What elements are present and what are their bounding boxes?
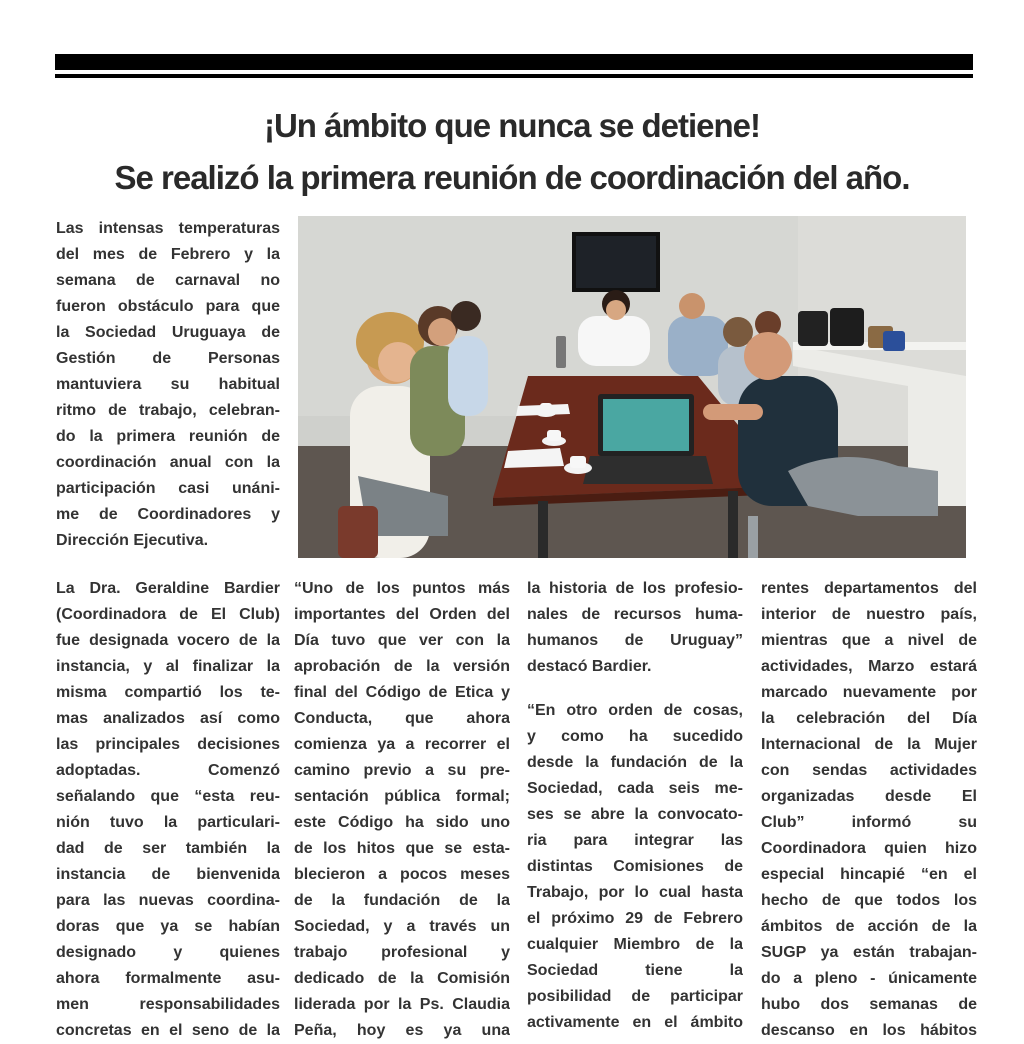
col3a-line: humanos de Uruguay” xyxy=(527,632,743,649)
intro-line: ritmo de trabajo, celebran- xyxy=(56,402,280,419)
headline xyxy=(40,100,984,204)
intro-line: del mes de Febrero y la xyxy=(56,246,280,263)
col4-line: descanso en los hábitos xyxy=(761,1022,977,1039)
col2-line: comienza ya a recorrer el xyxy=(294,736,510,753)
col4-line: mientras que a nivel de xyxy=(761,632,977,649)
intro-line: participación casi unáni- xyxy=(56,480,280,497)
col2-line: importantes del Orden del xyxy=(294,606,510,623)
col3b-line: el próximo 29 de Febrero xyxy=(527,910,743,927)
intro-line: me de Coordinadores y xyxy=(56,506,280,523)
col4-line: interior de nuestro país, xyxy=(761,606,977,623)
intro-line: Dirección Ejecutiva. xyxy=(56,532,209,549)
col3b-line: Sociedad tiene la xyxy=(527,962,743,979)
col1-line: doras que ya se habían xyxy=(56,918,280,935)
col2-line: dedicado de la Comisión xyxy=(294,970,510,987)
col3b-line: ria para integrar las xyxy=(527,832,743,849)
col1-line: las principales decisiones xyxy=(56,736,280,753)
col2-line: liderada por la Ps. Claudia xyxy=(294,996,510,1013)
intro-line: Las intensas temperaturas xyxy=(56,220,280,237)
col1-line: designado y quienes xyxy=(56,944,280,961)
col2-line: final del Código de Etica y xyxy=(294,684,510,701)
col4-line: la celebración del Día xyxy=(761,710,977,727)
col2-line: blecieron a pocos meses xyxy=(294,866,510,883)
headline-line-2: Se realizó la primera reunión de coordinación del año. xyxy=(114,159,910,196)
col3b-line: distintas Comisiones de xyxy=(527,858,743,875)
intro-line: coordinación anual con la xyxy=(56,454,280,471)
col2-line: Sociedad, y a través un xyxy=(294,918,510,935)
meeting-photo-illustration xyxy=(298,216,966,558)
col4-line: especial hincapié “en el xyxy=(761,866,977,883)
col1-line: dad de ser también la xyxy=(56,840,280,857)
col1-line: señalando que “esta reu- xyxy=(56,788,280,805)
intro-line: do la primera reunión de xyxy=(56,428,280,445)
col1-line: instancia, y al finalizar la xyxy=(56,658,280,675)
header-rule-thin xyxy=(55,74,973,78)
col1-line: para las nuevas coordina- xyxy=(56,892,280,909)
col1-line: mas analizados así como xyxy=(56,710,280,727)
col4-line: Coordinadora quien hizo xyxy=(761,840,977,857)
col4-line: marcado nuevamente por xyxy=(761,684,977,701)
column-3-paragraph-1 xyxy=(527,576,743,680)
col2-line: sentación pública formal; xyxy=(294,788,510,805)
col2-line: de la fundación de la xyxy=(294,892,510,909)
col3b-line: posibilidad de participar xyxy=(527,988,743,1005)
col1-line: concretas en el seno de la xyxy=(56,1022,280,1039)
col1-line: instancia de bienvenida xyxy=(56,866,280,883)
col1-line: men responsabilidades xyxy=(56,996,280,1013)
intro-line: mantuviera su habitual xyxy=(56,376,280,393)
col3b-line: y como ha sucedido xyxy=(527,728,743,745)
col2-line: Día tuvo que ver con la xyxy=(294,632,510,649)
col2-line: “Uno de los puntos más xyxy=(294,580,510,597)
col2-line: Conducta, que ahora xyxy=(294,710,510,727)
col4-line: organizadas desde El xyxy=(761,788,977,805)
headline-line-1: ¡Un ámbito que nunca se detiene! xyxy=(263,107,761,144)
col3b-line: desde la fundación de la xyxy=(527,754,743,771)
header-rule-thick xyxy=(55,54,973,70)
meeting-photo xyxy=(298,216,966,558)
col4-line: hecho de que todos los xyxy=(761,892,977,909)
col1-line: adoptadas. Comenzó xyxy=(56,762,280,779)
intro-line: la Sociedad Uruguaya de xyxy=(56,324,280,341)
intro-line: semana de carnaval no xyxy=(56,272,280,289)
col3b-line: ses se abre la convocato- xyxy=(527,806,743,823)
column-3 xyxy=(527,576,743,1036)
col2-line: trabajo profesional y xyxy=(294,944,510,961)
col1-line: La Dra. Geraldine Bardier xyxy=(56,580,280,597)
intro-line: Gestión de Personas xyxy=(56,350,280,367)
col3b-line: activamente en el ámbito xyxy=(527,1014,743,1031)
col3a-line: destacó Bardier. xyxy=(527,658,652,675)
col3b-line: Sociedad, cada seis me- xyxy=(527,780,743,797)
col4-line: hubo dos semanas de xyxy=(761,996,977,1013)
col3b-line: Trabajo, por lo cual hasta xyxy=(527,884,743,901)
col1-line: ahora formalmente asu- xyxy=(56,970,280,987)
col4-line: Club” informó su xyxy=(761,814,977,831)
col4-line: rentes departamentos del xyxy=(761,580,977,597)
col4-line: do a pleno - únicamente xyxy=(761,970,977,987)
col1-line: fue designada vocero de la xyxy=(56,632,280,649)
column-1 xyxy=(56,576,280,1044)
intro-line: fueron obstáculo para que xyxy=(56,298,280,315)
col2-line: este Código ha sido uno xyxy=(294,814,510,831)
col2-line: aprobación de la versión xyxy=(294,658,510,675)
col4-line: con sendas actividades xyxy=(761,762,977,779)
col2-line: camino previo a su pre- xyxy=(294,762,510,779)
col4-line: actividades, Marzo estará xyxy=(761,658,977,675)
col3a-line: la historia de los profesio- xyxy=(527,580,743,597)
col1-line: (Coordinadora de El Club) xyxy=(56,606,280,623)
col4-line: Internacional de la Mujer xyxy=(761,736,977,753)
col1-line: nión tuvo la particulari- xyxy=(56,814,280,831)
col2-line: de los hitos que se esta- xyxy=(294,840,510,857)
col3b-line: “En otro orden de cosas, xyxy=(527,702,743,719)
col2-line: Peña, hoy es ya una xyxy=(294,1022,510,1039)
col1-line: misma compartió los te- xyxy=(56,684,280,701)
column-4 xyxy=(761,576,977,1044)
col4-line: ámbitos de acción de la xyxy=(761,918,977,935)
intro-paragraph xyxy=(56,216,280,554)
column-2 xyxy=(294,576,510,1044)
col3b-line: cualquier Miembro de la xyxy=(527,936,743,953)
col4-line: SUGP ya están trabajan- xyxy=(761,944,977,961)
column-3-paragraph-2 xyxy=(527,698,743,1036)
col3a-line: nales de recursos huma- xyxy=(527,606,743,623)
